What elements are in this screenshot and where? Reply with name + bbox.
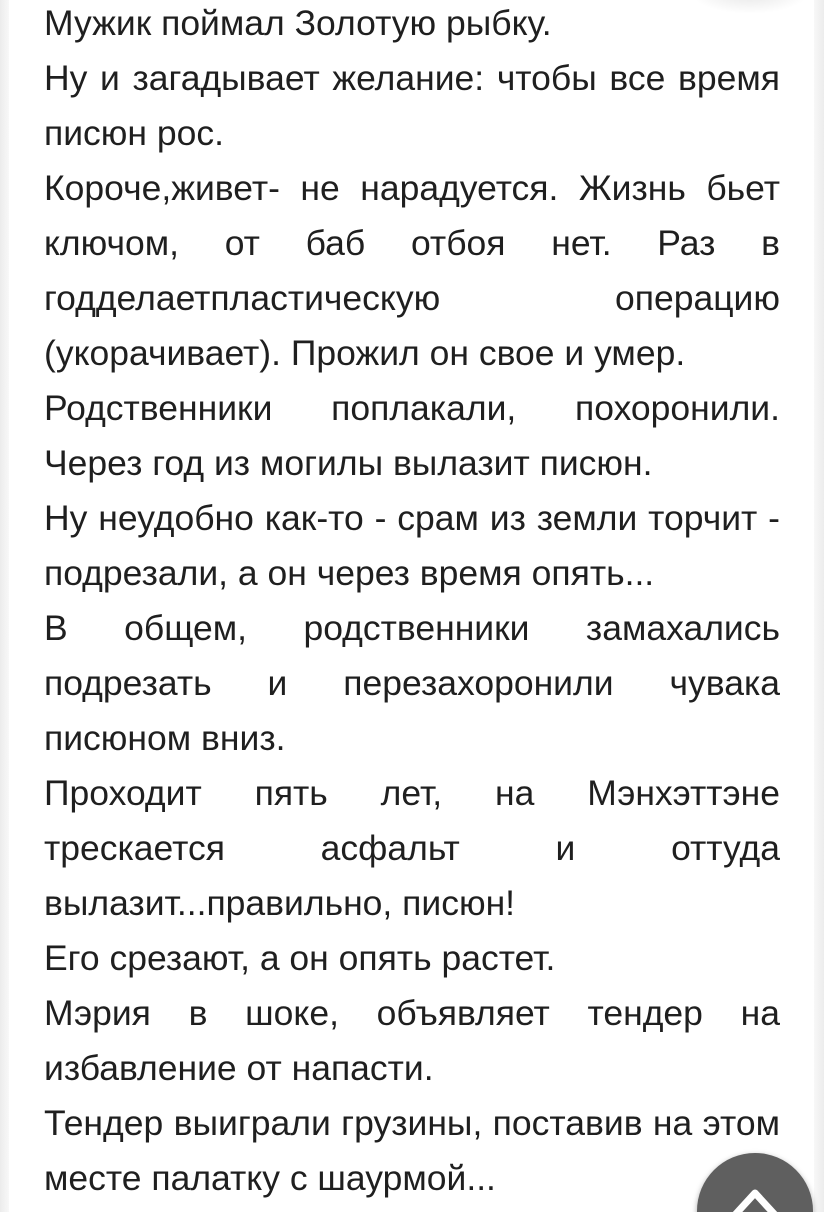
paragraph-5: Ну неудобно как-то - срам из земли торчит - подрезали, а он через время опять... [44,498,780,593]
paragraph-4: Родственники поплакали, похоронили. Через год из могилы вылазит писюн. [44,388,780,483]
paragraph-10: Тендер выиграли грузины, поставив на этом месте палатку с шаурмой... [44,1103,780,1198]
paragraph-7: Проходит пять лет, на Мэнхэттэне трескается асфальт и оттуда вылазит...правильно, писюн! [44,773,780,923]
joke-text [44,0,780,1206]
paragraph-1: Мужик поймал Золотую рыбку. [44,3,552,43]
chevron-up-icon [727,1183,783,1212]
paragraph-6: В общем, родственники замахались подрезать и перезахоронили чувака писюном вниз. [44,608,780,758]
paragraph-9: Мэрия в шоке, объявляет тендер на избавление от напасти. [44,993,780,1088]
left-edge-shadow [0,0,9,1212]
paragraph-8: Его срезают, а он опять растет. [44,938,556,978]
right-edge-shadow [814,0,824,1212]
paragraph-2: Ну и загадывает желание: чтобы все время писюн рос. [44,58,780,153]
paragraph-3: Короче,живет- не нарадуется. Жизнь бьет ключом, от баб отбоя нет. Раз в годделаетпластическую операцию (укорачивает). Прожил он свое и умер. [44,168,780,373]
